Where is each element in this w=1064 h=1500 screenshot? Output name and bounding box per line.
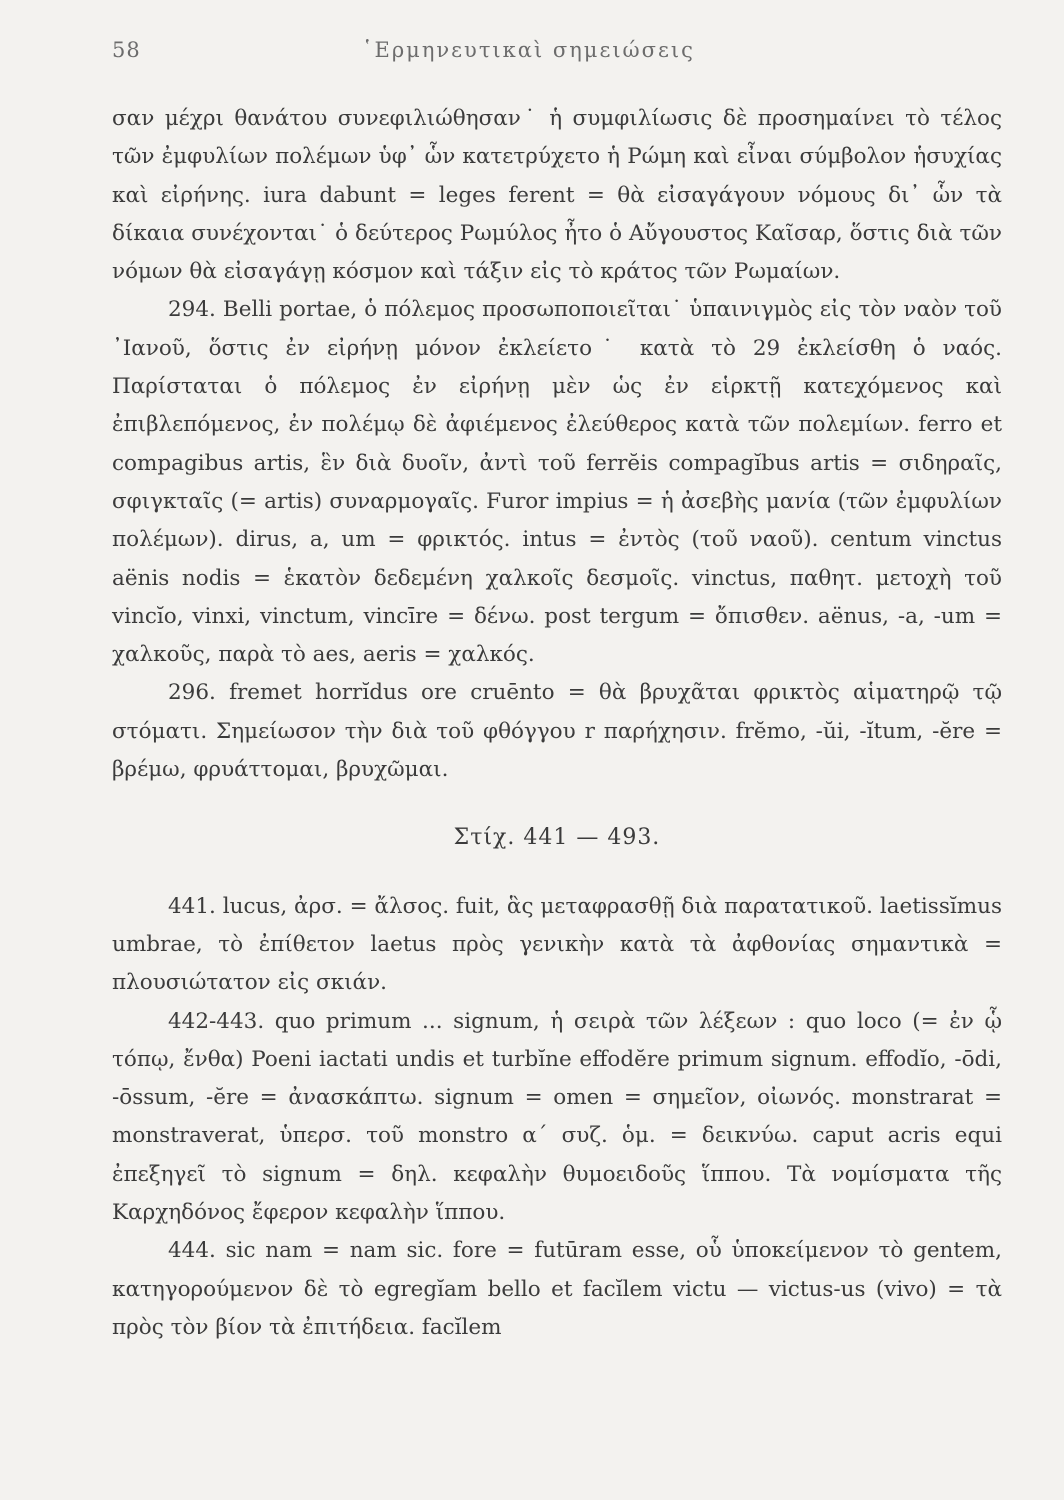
section-heading: Στίχ. 441 — 493. bbox=[453, 825, 661, 851]
body-text bbox=[112, 100, 1002, 1347]
paragraph-note-294: 294. Belli portae, ὁ πόλεμος προσωποποιεῖται˙ ὑπαινιγμὸς εἰς τὸν ναὸν τοῦ ᾿Ιανοῦ, ὅστις ἐν εἰρήνῃ μόνον ἐκλείετο˙ κατὰ τὸ 29 ἐκλείσθη ὁ ναός. Παρίσταται ὁ πόλεμος ἐν εἰρήνῃ μὲν ὡς ἐν εἱρκτῇ κατεχόμενος καὶ ἐπιβλεπόμενος, ἐν πολέμῳ δὲ ἀφιέμενος ἐλεύθερος κατὰ τῶν πολεμίων. ferro et compagibus artis, ἓν διὰ δυοῖν, ἀντὶ τοῦ ferrĕis compagĭbus artis = σιδηραῖς, σφιγκταῖς (= artis) συναρμογαῖς. Furor impius = ἡ ἀσεβὴς μανία (τῶν ἐμφυλίων πολέμων). dirus, a, um = φρικτός. intus = ἐντὸς (τοῦ ναοῦ). centum vinctus aënis nodis = ἑκατὸν δεδεμένη χαλκοῖς δεσμοῖς. vinctus, παθητ. μετοχὴ τοῦ vincĭo, vinxi, vinctum, vincīre = δένω. post tergum = ὄπισθεν. aënus, -a, -um = χαλκοῦς, παρὰ τὸ aes, aeris = χαλκός. bbox=[112, 297, 1002, 668]
paragraph-continuation: σαν μέχρι θανάτου συνεφιλιώθησαν˙ ἡ συμφιλίωσις δὲ προσημαίνει τὸ τέλος τῶν ἐμφυλίων πολέμων ὑφ᾽ ὧν κατετρύχετο ἡ Ρώμη καὶ εἶναι σύμβολον ἡσυχίας καὶ εἰρήνης. iura dabunt = leges ferent = θὰ εἰσαγάγουν νόμους δι᾽ ὧν τὰ δίκαια συνέχονται˙ ὁ δεύτερος Ρωμύλος ἦτο ὁ Αὔγουστος Καῖσαρ, ὅστις διὰ τῶν νόμων θὰ εἰσαγάγῃ κόσμον καὶ τάξιν εἰς τὸ κράτος τῶν Ρωμαίων. bbox=[112, 106, 1002, 285]
paragraph-note-296: 296. fremet horrĭdus ore cruēnto = θὰ βρυχᾶται φρικτὸς αἱματηρῷ τῷ στόματι. Σημείωσον τὴν διὰ τοῦ φθόγγου r παρήχησιν. frĕmo, -ŭi, -ĭtum, -ĕre = βρέμω, φρυάττομαι, βρυχῶμαι. bbox=[112, 680, 1002, 783]
running-title: ῾Ερμηνευτικαὶ σημειώσεις bbox=[362, 38, 695, 62]
paragraph-note-444: 444. sic nam = nam sic. fore = futūram esse, οὗ ὑποκείμενον τὸ gentem, κατηγορούμενον δὲ τὸ egregĭam bello et facĭlem victu — victus-us (vivo) = τὰ πρὸς τὸν βίον τὰ ἐπιτήδεια. facĭlem bbox=[112, 1238, 1002, 1340]
page-number: 58 bbox=[112, 38, 141, 62]
paragraph-note-441: 441. lucus, ἀρσ. = ἄλσος. fuit, ἃς μεταφρασθῇ διὰ παρατατικοῦ. laetissĭmus umbrae, τὸ ἐπίθετον laetus πρὸς γενικὴν κατὰ τὰ ἀφθονίας σημαντικὰ = πλουσιώτατον εἰς σκιάν. bbox=[112, 893, 1002, 996]
running-head bbox=[112, 38, 1004, 78]
paragraph-note-442-443: 442-443. quo primum ... signum, ἡ σειρὰ τῶν λέξεων : quo loco (= ἐν ᾧ τόπῳ, ἔνθα) Poeni iactati undis et turbĭne effodĕre primum signum. effodĭo, -ōdi, -ōssum, -ĕre = ἀνασκάπτω. signum = omen = σημεῖον, οἰωνός. monstrarat = monstraverat, ὑπερσ. τοῦ monstro α΄ συζ. ὁμ. = δεικνύω. caput acris equi ἐπεξηγεῖ τὸ signum = δηλ. κεφαλὴν θυμοειδοῦς ἵππου. Τὰ νομίσματα τῆς Καρχηδόνος ἔφερον κεφαλὴν ἵππου. bbox=[112, 1008, 1002, 1226]
